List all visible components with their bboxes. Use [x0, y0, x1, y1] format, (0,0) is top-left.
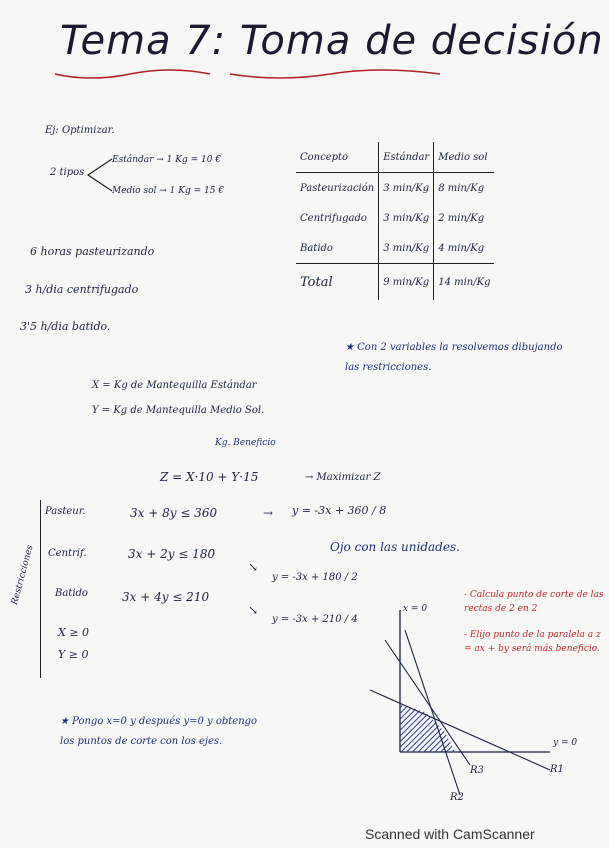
types-label: 2 tipos [50, 167, 85, 178]
side-note: - Elijo punto de la paralela a z = ax + by será más beneficio. [464, 630, 601, 654]
constraint-solved: y = -3x + 180 / 2 [272, 572, 358, 583]
table-header: Concepto [296, 142, 379, 173]
variable-y: Y = Kg de Mantequilla Medio Sol. [92, 405, 265, 416]
table-row [296, 203, 494, 233]
side-note: - Calcula punto de corte de las rectas de 2 en 2 [464, 590, 604, 614]
feasible-region-graph [360, 600, 560, 810]
table-cell: 2 min/Kg [434, 203, 495, 233]
constraint-solved: y = -3x + 360 / 8 [292, 504, 387, 517]
constraints-brace [40, 500, 41, 678]
restricciones-label: Restricciones [10, 543, 36, 607]
table-cell: Centrifugado [300, 212, 367, 224]
constraint-name: Centrif. [48, 548, 87, 559]
constraint-arrow: → [263, 506, 274, 520]
table-cell: 9 min/Kg [379, 264, 434, 301]
line-label: R3 [470, 765, 484, 776]
y-axis-label: x = 0 [403, 604, 428, 614]
line-r1 [370, 690, 550, 770]
table-cell: Total [296, 264, 379, 301]
objective-goal: → Maximizar Z [305, 472, 381, 483]
variable-x: X = Kg de Mantequilla Estándar [92, 380, 257, 391]
scanner-footer: Scanned with CamScanner [365, 826, 535, 842]
objective-equation: Z = X·10 + Y·15 [160, 470, 259, 484]
type-medio-sol: Medio sol → 1 Kg = 15 € [112, 186, 225, 196]
types-brace [84, 155, 114, 195]
hours-batido: 3'5 h/dia batido. [20, 320, 111, 333]
table-row [296, 233, 494, 264]
x-axis-label: y = 0 [553, 738, 578, 748]
table-cell: 8 min/Kg [434, 173, 495, 204]
constraint-inequality: 3x + 8y ≤ 360 [130, 506, 218, 520]
constraint-name: Pasteur. [45, 506, 86, 517]
data-table [296, 142, 494, 300]
table-cell: 3 min/Kg [379, 203, 434, 233]
constraint-inequality: 3x + 2y ≤ 180 [128, 547, 216, 561]
example-label: Ej: Optimizar. [45, 125, 115, 136]
constraint-solved: y = -3x + 210 / 4 [272, 614, 358, 625]
table-header: Estándar [379, 142, 434, 173]
line-label: R1 [550, 764, 564, 775]
constraint-name: X ≥ 0 [58, 626, 90, 639]
type-standard: Estándar → 1 Kg = 10 € [112, 155, 222, 165]
feasible-region [400, 705, 455, 752]
title-underline [50, 66, 490, 86]
constraint-arrow: ↘ [248, 560, 259, 574]
table-row [296, 173, 494, 204]
table-cell: Batido [300, 242, 333, 254]
constraint-name: Batido [55, 588, 88, 599]
ojo-note: Ojo con las unidades. [330, 540, 460, 554]
page-title: Tema 7: Toma de decisión [60, 18, 604, 64]
constraint-inequality: 3x + 4y ≤ 210 [122, 590, 210, 604]
table-total-row [296, 264, 494, 301]
objective-annotation: Kg. Beneficio [215, 438, 276, 448]
line-label: R2 [450, 792, 464, 803]
constraint-name: Y ≥ 0 [58, 648, 89, 661]
table-cell: Pasteurización [300, 182, 375, 194]
hours-centrifugado: 3 h/dia centrifugado [25, 283, 139, 296]
table-cell: 3 min/Kg [379, 233, 434, 264]
table-cell: 3 min/Kg [379, 173, 434, 204]
table-header: Medio sol [434, 142, 495, 173]
table-cell: 4 min/Kg [434, 233, 495, 264]
constraint-arrow: ↘ [248, 603, 259, 617]
hours-pasteurizando: 6 horas pasteurizando [30, 245, 155, 258]
note-variables: ★ Con 2 variables la resolvemos dibujando las restricciones. [345, 342, 563, 373]
bottom-note: ★ Pongo x=0 y después y=0 y obtengo los puntos de corte con los ejes. [60, 716, 258, 747]
table-cell: 14 min/Kg [434, 264, 495, 301]
